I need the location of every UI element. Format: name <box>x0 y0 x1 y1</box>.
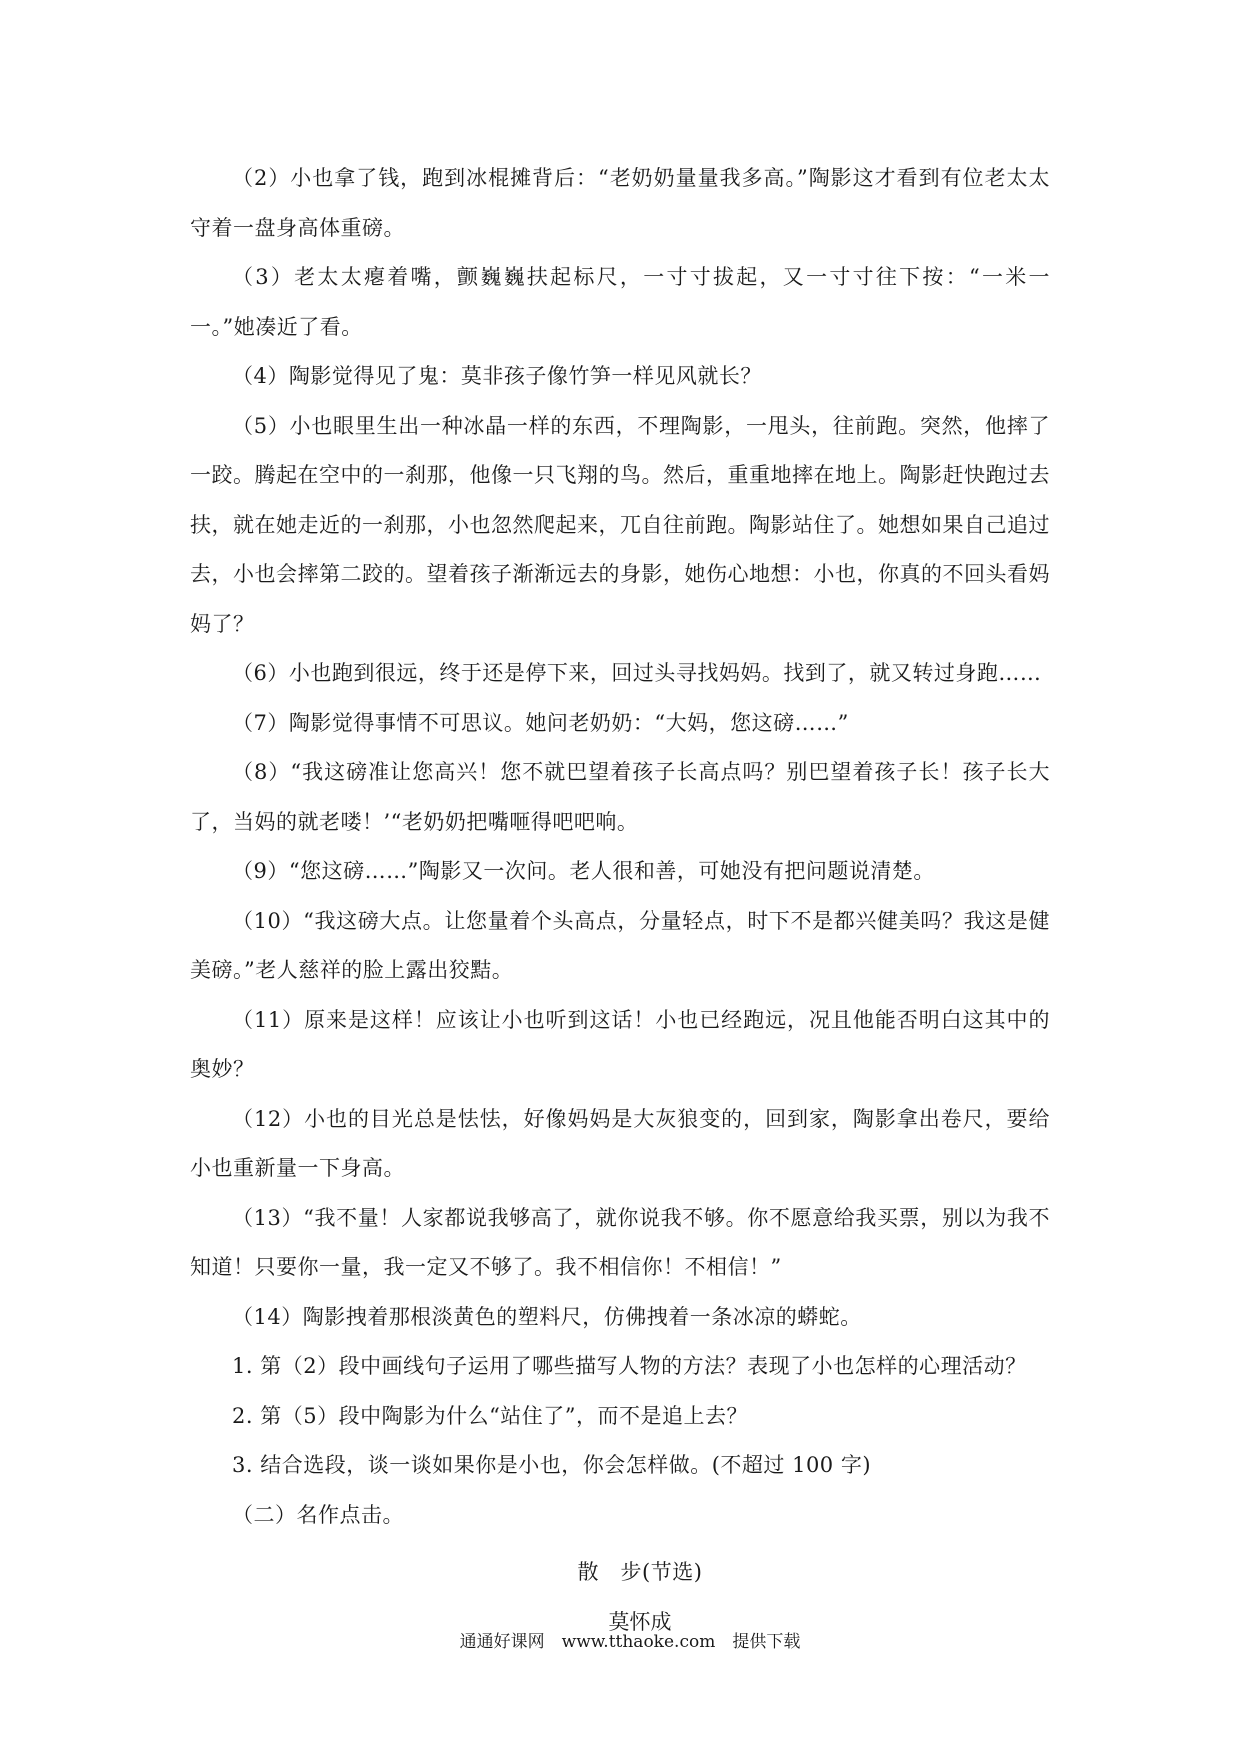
page-footer: 通通好课网 www.tthaoke.com 提供下载 <box>459 1632 801 1652</box>
paragraph-8: （8）“我这磅准让您高兴！您不就巴望着孩子长高点吗？别巴望着孩子长！孩子长大了，当妈的就老喽！’“老奶奶把嘴咂得吧吧响。 <box>190 760 1050 834</box>
paragraph-9: （9）“您这磅……”陶影又一次问。老人很和善，可她没有把问题说清楚。 <box>232 859 935 883</box>
paragraph-11: （11）原来是这样！应该让小也听到这话！小也已经跑远，况且他能否明白这其中的奥妙？ <box>190 1007 1050 1081</box>
paragraph-12: （12）小也的目光总是怯怯，好像妈妈是大灰狼变的，回到家，陶影拿出卷尺，要给小也重新量一下身高。 <box>190 1106 1050 1180</box>
question-2: 2. 第（5）段中陶影为什么“站住了”，而不是追上去？ <box>232 1403 749 1428</box>
paragraph-4: （4）陶影觉得见了鬼：莫非孩子像竹笋一样见风就长？ <box>232 364 762 388</box>
paragraph-13: （13）“我不量！人家都说我够高了，就你说我不够。你不愿意给我买票，别以为我不知道！只要你一量，我一定又不够了。我不相信你！不相信！” <box>190 1205 1050 1279</box>
question-3: 3. 结合选段，谈一谈如果你是小也，你会怎样做。(不超过 100 字) <box>232 1453 872 1477</box>
paragraph-2: （2）小也拿了钱，跑到冰棍摊背后：“老奶奶量量我多高。”陶影这才看到有位老太太守着一盘身高体重磅。 <box>190 166 1050 240</box>
paragraph-5: （5）小也眼里生出一种冰晶一样的东西，不理陶影，一甩头，往前跑。突然，他摔了一跤。腾起在空中的一刹那，他像一只飞翔的鸟。然后，重重地摔在地上。陶影赶快跑过去扶，就在她走近的一刹那，小也忽然爬起来，兀自往前跑。陶影站住了。她想如果自己追过去，小也会摔第二跤的。望着孩子渐渐远去的身影，她伤心地想：小也，你真的不回头看妈妈了？ <box>190 413 1050 636</box>
paragraph-14: （14）陶影拽着那根淡黄色的塑料尺，仿佛拽着一条冰凉的蟒蛇。 <box>232 1304 862 1329</box>
section-heading: （二）名作点击。 <box>232 1502 404 1527</box>
article-title: 散 步(节选) <box>577 1560 703 1584</box>
paragraph-10: （10）“我这磅大点。让您量着个头高点，分量轻点，时下不是都兴健美吗？我这是健美磅。”老人慈祥的脸上露出狡黠。 <box>190 908 1050 982</box>
paragraph-3: （3）老太太瘪着嘴，颤巍巍扶起标尺，一寸寸拔起，又一寸寸往下按：“一米一一。”她凑近了看。 <box>190 265 1050 339</box>
question-1: 1. 第（2）段中画线句子运用了哪些描写人物的方法？表现了小也怎样的心理活动？ <box>232 1354 1027 1378</box>
article-author: 莫怀成 <box>608 1609 672 1634</box>
document-body <box>190 154 1050 1647</box>
paragraph-6: （6）小也跑到很远，终于还是停下来，回过头寻找妈妈。找到了，就又转过身跑…… <box>232 661 1042 685</box>
paragraph-7: （7）陶影觉得事情不可思议。她问老奶奶：“大妈，您这磅……” <box>232 710 849 735</box>
